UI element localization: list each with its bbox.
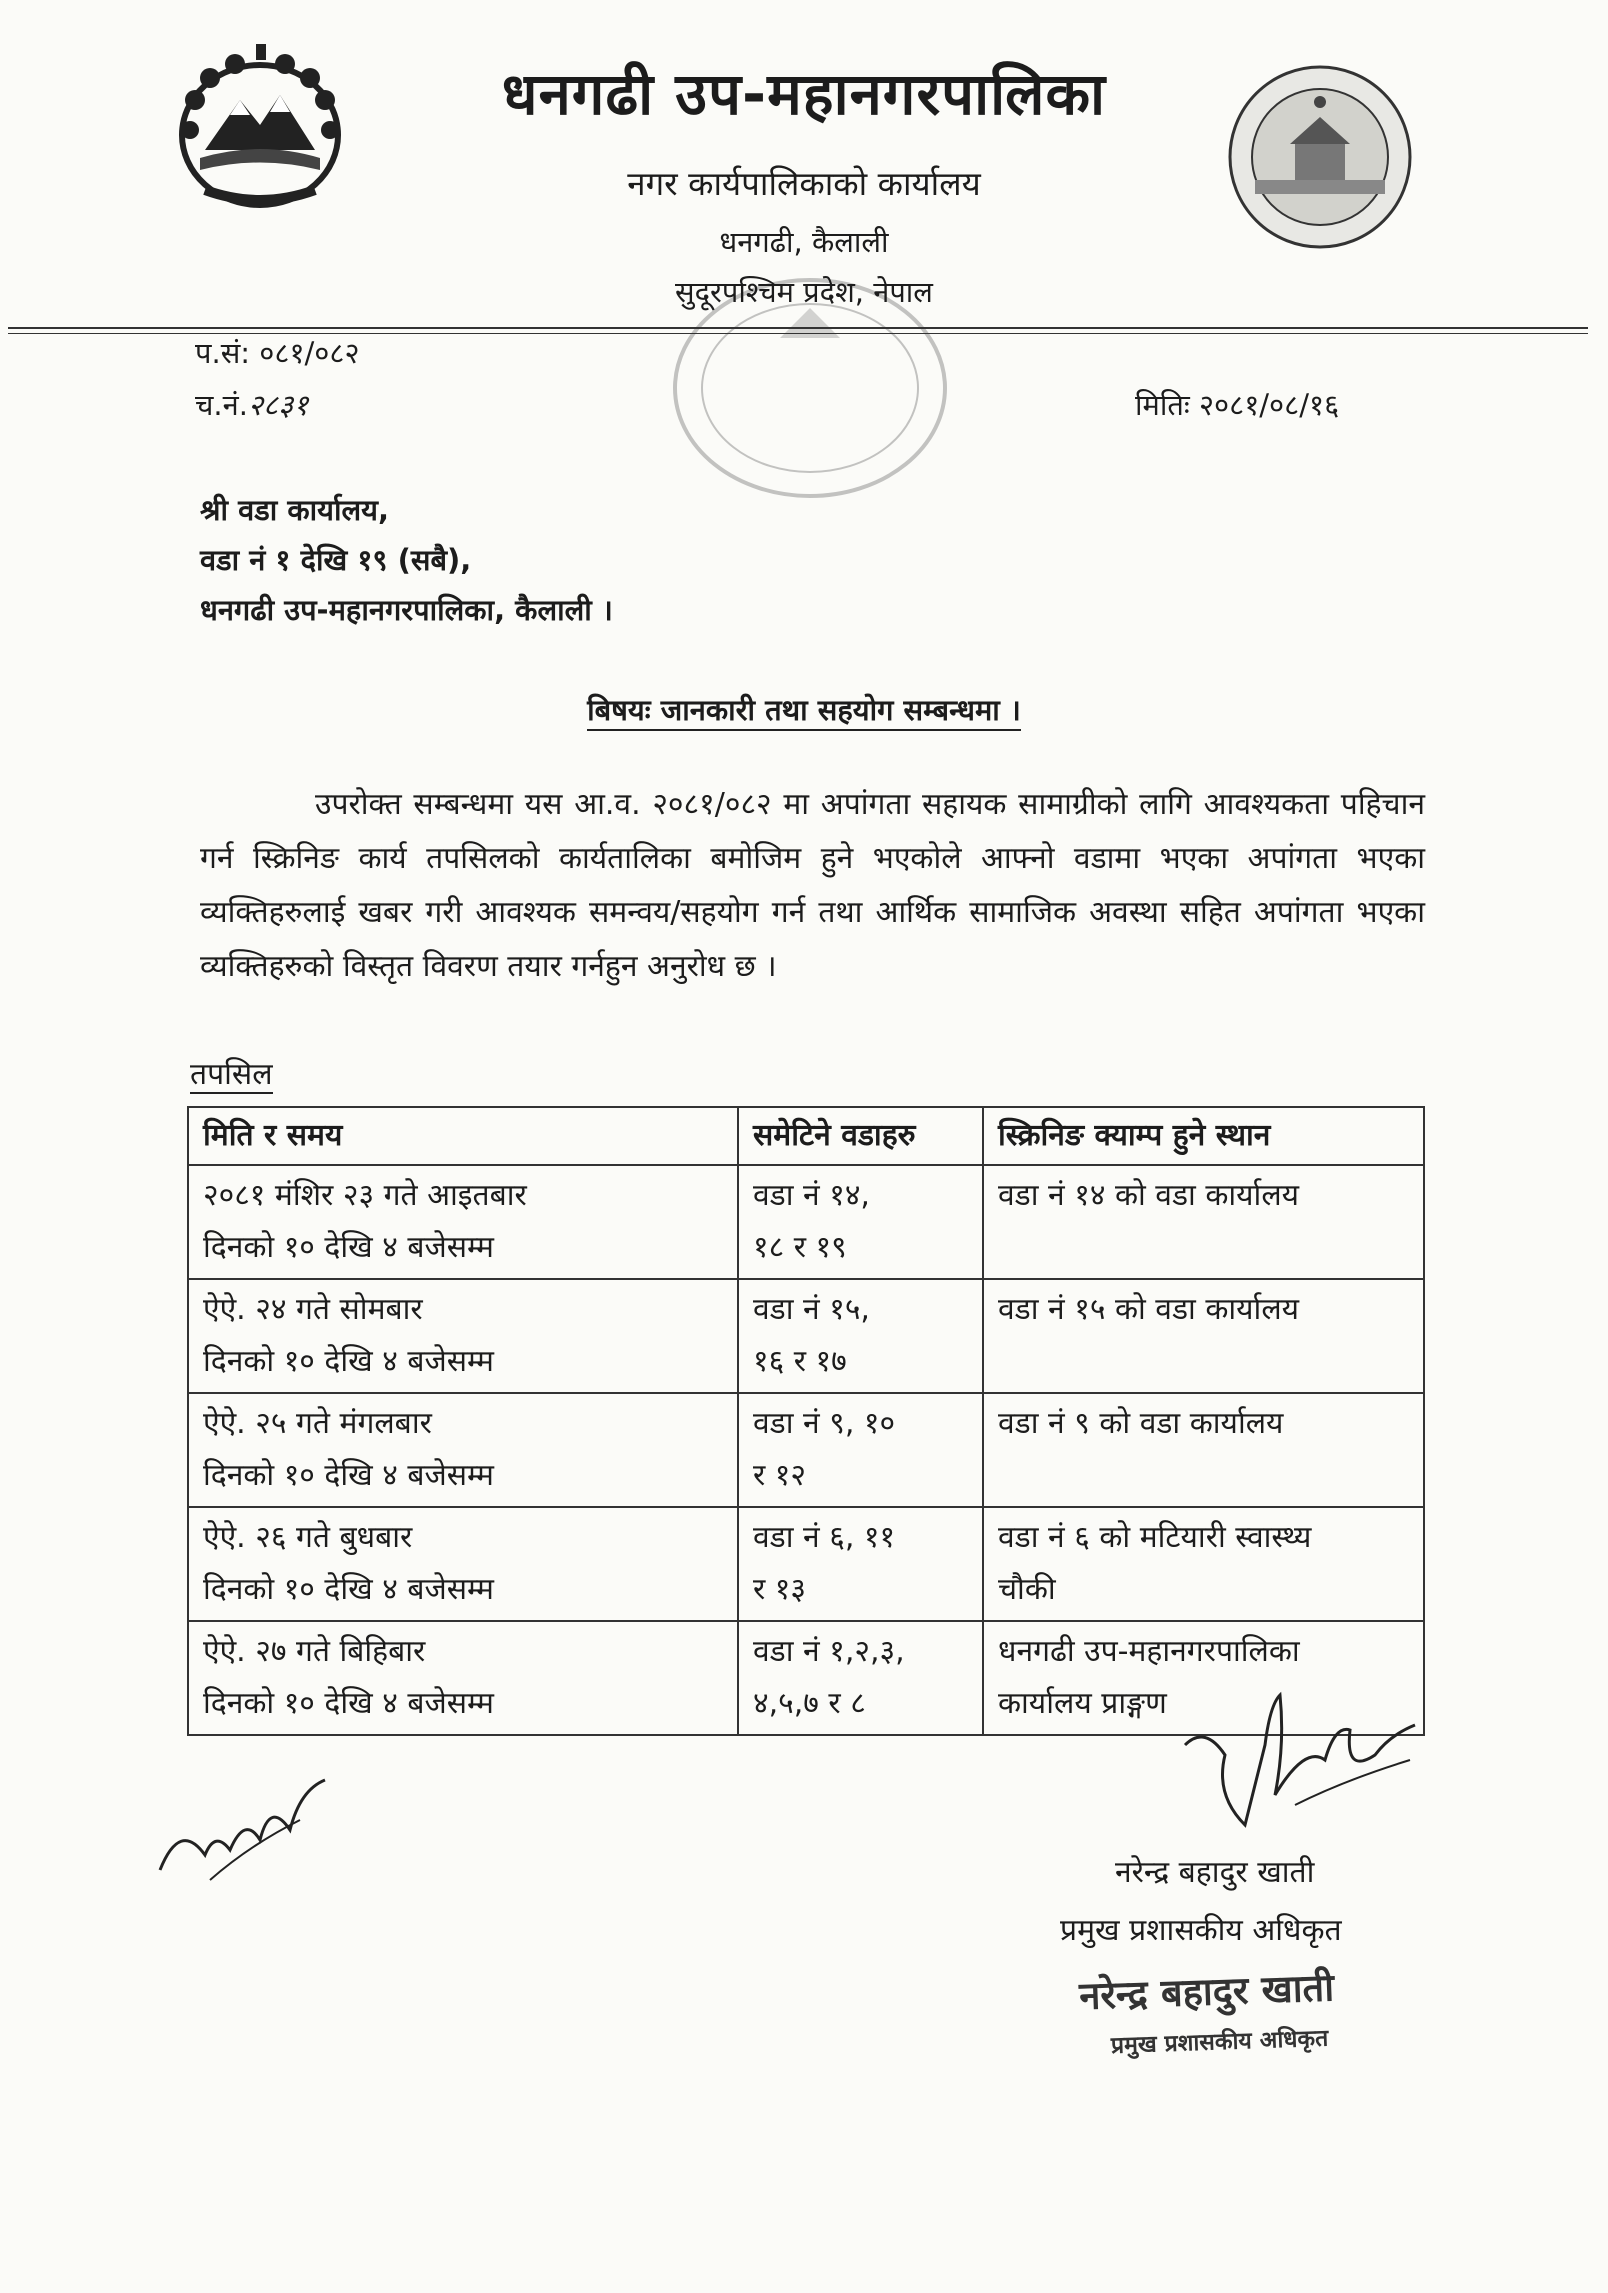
wards-text-cont: १६ र १७ bbox=[753, 1344, 847, 1379]
schedule-table bbox=[187, 1106, 1425, 1736]
time-text: दिनको १० देखि ४ बजेसम्म bbox=[203, 1344, 494, 1379]
stamp-name: नरेन्द्र बहादुर खाती bbox=[1078, 1965, 1335, 2019]
time-text: दिनको १० देखि ४ बजेसम्म bbox=[203, 1686, 494, 1721]
wards-text-cont: र १३ bbox=[753, 1572, 807, 1607]
cell-date bbox=[188, 1621, 738, 1735]
municipality-name: धनगढी उप-महानगरपालिका bbox=[501, 60, 1107, 128]
letter-number-label: च.नं. bbox=[195, 388, 248, 422]
table-row bbox=[188, 1279, 1424, 1393]
wards-text-cont: ४,५,७ र ८ bbox=[753, 1686, 866, 1721]
time-text: दिनको १० देखि ४ बजेसम्म bbox=[203, 1230, 494, 1265]
stamp-title: प्रमुख प्रशासकीय अधिकृत bbox=[1110, 2025, 1329, 2060]
column-header-venue: स्क्रिनिङ क्याम्प हुने स्थान bbox=[983, 1107, 1424, 1165]
signatory-name: नरेन्द्र बहादुर खाती bbox=[1115, 1855, 1315, 1890]
venue-text: वडा नं ६ को मटियारी स्वास्थ्य bbox=[998, 1520, 1312, 1555]
letter-subject bbox=[0, 690, 1608, 729]
letter-number bbox=[195, 385, 308, 424]
officer-signature-icon bbox=[1175, 1685, 1420, 1840]
cell-venue bbox=[983, 1279, 1424, 1393]
table-row bbox=[188, 1507, 1424, 1621]
fiscal-year-ref: प.सं: ०८१/०८२ bbox=[195, 336, 360, 370]
venue-text: वडा नं ९ को वडा कार्यालय bbox=[998, 1406, 1284, 1441]
venue-text: वडा नं १५ को वडा कार्यालय bbox=[998, 1292, 1300, 1327]
cell-wards bbox=[738, 1621, 983, 1735]
date-text: ऐऐ. २५ गते मंगलबार bbox=[203, 1406, 432, 1441]
wards-text-cont: र १२ bbox=[753, 1458, 807, 1493]
date-text: २०८१ मंशिर २३ गते आइतबार bbox=[203, 1178, 527, 1213]
wards-text: वडा नं १५, bbox=[753, 1292, 870, 1327]
cell-venue bbox=[983, 1393, 1424, 1507]
letter-number-value: २८३१ bbox=[247, 388, 309, 422]
office-province: सुदूरपश्चिम प्रदेश, नेपाल bbox=[675, 275, 933, 309]
wards-text: वडा नं १,२,३, bbox=[753, 1634, 905, 1669]
cell-venue bbox=[983, 1165, 1424, 1279]
table-row bbox=[188, 1165, 1424, 1279]
cell-date bbox=[188, 1165, 738, 1279]
subject-text: बिषयः जानकारी तथा सहयोग सम्बन्धमा । bbox=[587, 693, 1021, 731]
wards-text: वडा नं ६, ११ bbox=[753, 1520, 896, 1555]
date-text: ऐऐ. २७ गते बिहिबार bbox=[203, 1634, 426, 1669]
header-divider bbox=[8, 327, 1588, 329]
venue-text-cont: चौकी bbox=[998, 1572, 1056, 1607]
table-header-row bbox=[188, 1107, 1424, 1165]
schedule-heading: तपसिल bbox=[190, 1057, 273, 1092]
office-location: धनगढी, कैलाली bbox=[719, 225, 889, 259]
venue-text: वडा नं १४ को वडा कार्यालय bbox=[998, 1178, 1300, 1213]
table-row bbox=[188, 1393, 1424, 1507]
date-text: ऐऐ. २६ गते बुधबार bbox=[203, 1520, 413, 1555]
date-text: ऐऐ. २४ गते सोमबार bbox=[203, 1292, 423, 1327]
column-header-date: मिति र समय bbox=[188, 1107, 738, 1165]
recipient-line-2: वडा नं १ देखि १९ (सबै), bbox=[200, 543, 472, 577]
cell-date bbox=[188, 1507, 738, 1621]
cell-wards bbox=[738, 1507, 983, 1621]
signatory-title: प्रमुख प्रशासकीय अधिकृत bbox=[1060, 1913, 1342, 1948]
officer-name-stamp bbox=[1048, 1952, 1407, 2079]
cell-venue bbox=[983, 1507, 1424, 1621]
initials-signature-icon bbox=[150, 1760, 340, 1900]
cell-date bbox=[188, 1393, 738, 1507]
venue-text: धनगढी उप-महानगरपालिका bbox=[998, 1634, 1300, 1669]
letter-date: मितिः २०८१/०८/१६ bbox=[1135, 388, 1340, 422]
cell-wards bbox=[738, 1279, 983, 1393]
wards-text: वडा नं ९, १० bbox=[753, 1406, 896, 1441]
recipient-line-3: धनगढी उप-महानगरपालिका, कैलाली । bbox=[200, 593, 613, 627]
cell-date bbox=[188, 1279, 738, 1393]
time-text: दिनको १० देखि ४ बजेसम्म bbox=[203, 1458, 494, 1493]
venue-text-cont: कार्यालय प्राङ्गण bbox=[998, 1686, 1167, 1721]
letter-body: उपरोक्त सम्बन्धमा यस आ.व. २०८१/०८२ मा अपांगता सहायक सामाग्रीको लागि आवश्यकता पहिचान गर्न स्क्रिनिङ कार्य तपसिलको कार्यतालिका बमोजिम हुने भएकोले आफ्नो वडामा भएका अपांगता भएका व्यक्तिहरुलाई खबर गरी आवश्यक समन्वय/सहयोग गर्न तथा आर्थिक सामाजिक अवस्था सहित अपांगता भएका व्यक्तिहरुको विस्तृत विवरण तयार गर्नहुन अनुरोध छ । bbox=[200, 787, 1425, 984]
cell-wards bbox=[738, 1165, 983, 1279]
recipient-line-1: श्री वडा कार्यालय, bbox=[200, 493, 389, 527]
wards-text-cont: १८ र १९ bbox=[753, 1230, 847, 1265]
wards-text: वडा नं १४, bbox=[753, 1178, 870, 1213]
time-text: दिनको १० देखि ४ बजेसम्म bbox=[203, 1572, 494, 1607]
cell-wards bbox=[738, 1393, 983, 1507]
office-name: नगर कार्यपालिकाको कार्यालय bbox=[627, 164, 981, 203]
column-header-wards: समेटिने वडाहरु bbox=[738, 1107, 983, 1165]
